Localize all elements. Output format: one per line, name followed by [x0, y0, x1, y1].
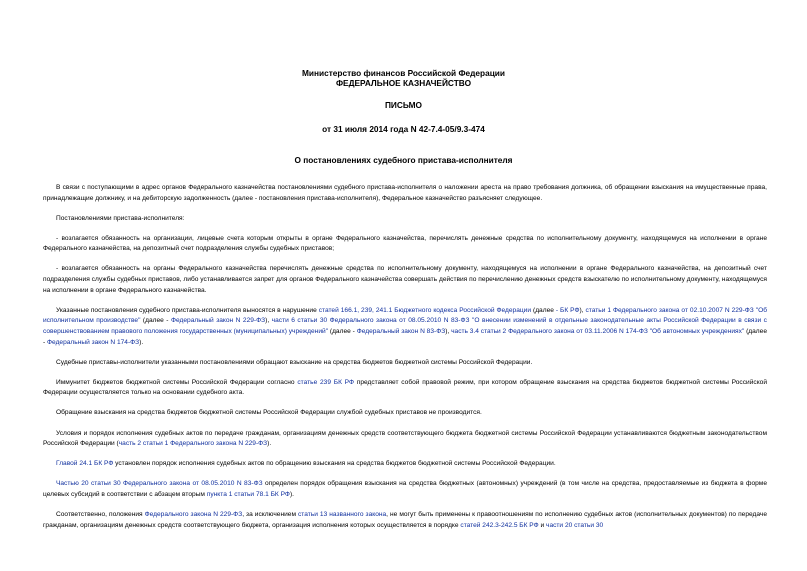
legal-reference-link[interactable]: статей 242.3-242.5 БК РФ [460, 521, 539, 529]
paragraph-text: ), [445, 327, 452, 335]
legal-reference-link[interactable]: статьи 1 Федерального закона от 02.10.2007 N 229-ФЗ "Об исполнительном производстве" [43, 306, 767, 325]
paragraph-text: ), [579, 306, 586, 314]
agency-name: ФЕДЕРАЛЬНОЕ КАЗНАЧЕЙСТВО [335, 78, 472, 88]
paragraph-text: установлен порядок исполнения судебных актов по обращению взыскания на средства бюджетов бюджетной системы Российской Федерации. [113, 460, 556, 468]
legal-reference-link[interactable]: Главой 24.1 БК РФ [56, 460, 114, 468]
paragraph-11 [43, 479, 767, 500]
paragraph-10 [43, 459, 767, 470]
paragraph-2: Постановлениями пристава-исполнителя: [56, 214, 185, 222]
paragraph-text: (далее - [328, 327, 357, 335]
paragraph-text: Условия и порядок исполнения судебных актов по передаче гражданам, организациям денежных средств соответствующего бюджета бюджетной системы Российской Федерации устанавливаются бюджетным законодательством Российской Федерации ( [43, 429, 767, 448]
paragraph-text: представляет собой правовой режим, при котором обращение взыскания на средства бюджетов бюджетной системы Российской Федерации осуществляется только на основании судебного акта. [43, 378, 768, 397]
legal-reference-link[interactable]: часть 3.4 статьи 2 Федерального закона от 03.11.2006 N 174-ФЗ "Об автономных учреждениях" [451, 327, 745, 335]
paragraph-3: - возлагается обязанность на организации, лицевые счета которым открыты в органе Федерального казначейства, перечислять денежные средства по исполнительному документу, находящемуся на исполнении в органе Федерального казначейства, на депозитный счет подразделения службы судебных приставов; [43, 234, 767, 253]
document-header [0, 68, 807, 88]
ministry-name: Министерство финансов Российской Федерации [301, 68, 506, 78]
paragraph-text: ). [139, 338, 144, 346]
paragraph-text: (далее - [140, 317, 171, 325]
document-date-number: от 31 июля 2014 года N 42-7.4-05/9.3-474 [322, 124, 485, 134]
legal-reference-link[interactable]: статьи 13 названного закона [298, 510, 387, 518]
paragraph-1: В связи с поступающими в адрес органов Федерального казначейства постановлениями судебного пристава-исполнителя о наложении ареста на право требования должника, об обращении взыскания на имущественные права, принадлежащие должнику, и на дебиторскую задолженность (далее - постановления пристава-исполнителя), Федеральное казначейство разъясняет следующее. [43, 184, 767, 202]
document-body [43, 183, 767, 531]
document-title: О постановлениях судебного пристава-исполнителя [294, 155, 513, 165]
paragraph-6: Судебные приставы-исполнители указанными постановлениями обращают взыскание на средства бюджетов бюджетной системы Российской Федерации. [56, 358, 533, 366]
document-type: ПИСЬМО [384, 100, 423, 110]
paragraph-5 [43, 306, 767, 348]
paragraph-text: ), [265, 317, 272, 325]
paragraph-9 [43, 429, 767, 450]
legal-reference-link[interactable]: пункта 1 статьи 78.1 БК РФ [206, 490, 290, 498]
legal-reference-link[interactable]: Частью 20 статьи 30 Федерального закона от 08.05.2010 N 83-ФЗ [56, 480, 263, 488]
paragraph-text: и [538, 521, 547, 529]
legal-reference-link[interactable]: Федеральный закон N 229-ФЗ [171, 317, 266, 325]
paragraph-text: (далее [531, 306, 556, 314]
paragraph-text: ). [267, 440, 272, 448]
paragraph-text: , не могут быть применены к правоотношениям по исполнению судебных актов (исполнительных документов) по передаче гражданам, организациям денежных средств соответствующего бюджета, организация исполнения которых осуществляется в порядке [43, 510, 767, 529]
paragraph-text: Соответственно, положения [56, 510, 145, 518]
paragraph-12 [43, 510, 767, 531]
legal-reference-link[interactable]: Федерального закона N 229-ФЗ [144, 510, 243, 518]
paragraph-7 [43, 378, 767, 399]
paragraph-8: Обращение взыскания на средства бюджетов бюджетной системы Российской Федерации службой судебных приставов не производится. [56, 409, 482, 417]
legal-reference-link[interactable]: статье 239 БК РФ [297, 378, 355, 386]
paragraph-text: определен порядок обращения взыскания на средства бюджетных (автономных) учреждений (в том числе на средства, предоставляемые из бюджета в форме целевых субсидий в соответствии с абзацем вторым [43, 480, 767, 498]
legal-reference-link[interactable]: Федеральный закон N 174-ФЗ [47, 338, 140, 346]
legal-reference-link[interactable]: часть 2 статьи 1 Федерального закона N 229-ФЗ [118, 440, 268, 448]
legal-reference-link[interactable]: части 20 статьи 30 [546, 521, 604, 529]
paragraph-text: Указанные постановления судебного пристава-исполнителя выносятся в нарушение [56, 306, 319, 314]
paragraph-text: ). [289, 490, 294, 498]
paragraph-text: , за исключением [242, 510, 298, 518]
legal-reference-link[interactable]: части 6 статьи 30 Федерального закона от 08.05.2010 N 83-ФЗ "О внесении изменений в отдельные законодательные акты Российской Федерации в связи с совершенствованием правового положения государственных (муниципальных) учреждений" [43, 317, 767, 335]
legal-reference-link[interactable]: Федеральный закон N 83-ФЗ [356, 327, 446, 335]
paragraph-text: (далее - [43, 327, 767, 346]
paragraph-4: - возлагается обязанность на органы Федерального казначейства перечислять денежные средства по исполнительному документу, находящемуся на исполнении в органе Федерального казначейства, на депозитный счет подразделения службы судебных приставов, либо устанавливается запрет для органов Федерального казначейства совершать действия по перечислению денежных средств взыскателю по исполнительному документу, находящемуся на исполнении в органе Федерального казначейства. [43, 265, 767, 294]
legal-reference-link[interactable]: статей 166.1, 239, 241.1 Бюджетного кодекса Российской Федерации [318, 306, 532, 314]
legal-reference-link[interactable]: - БК РФ [555, 306, 580, 314]
paragraph-text: Иммунитет бюджетов бюджетной системы Российской Федерации согласно [56, 378, 298, 386]
